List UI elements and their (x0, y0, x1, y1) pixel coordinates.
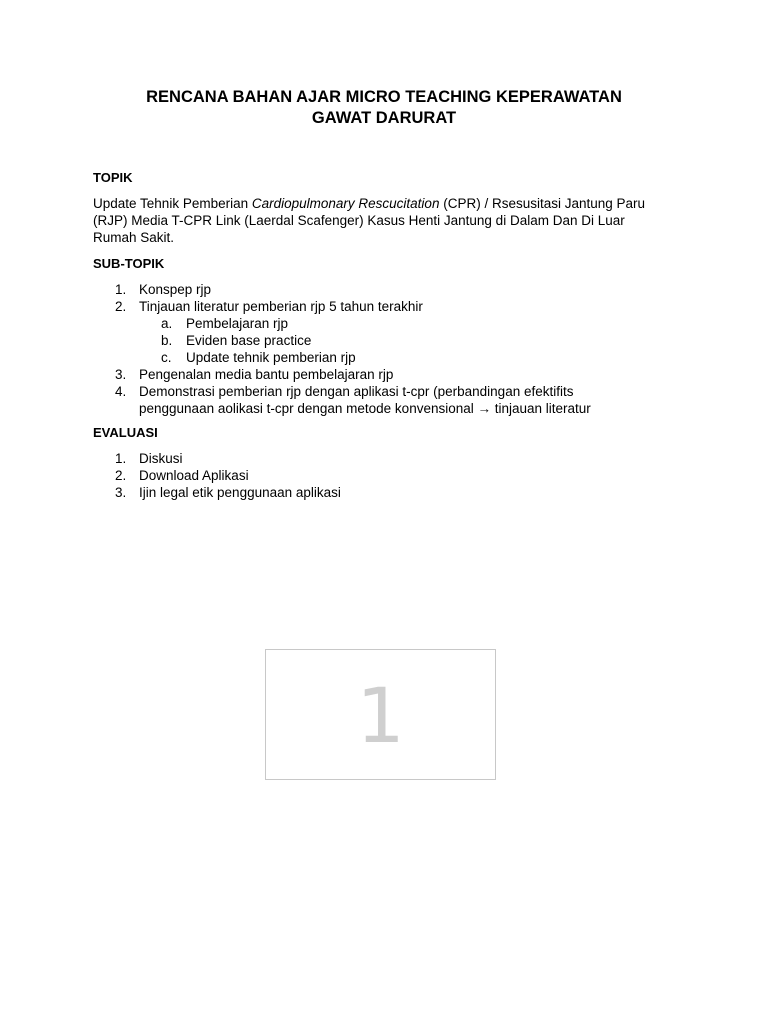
topik-line-1 (93, 195, 693, 212)
list-item-text: Download Aplikasi (139, 468, 249, 483)
list-item-text: Pengenalan media bantu pembelajaran rjp (139, 367, 394, 382)
sub-list-item-text: Eviden base practice (186, 333, 312, 348)
list-item-text: Demonstrasi pemberian rjp dengan aplikasi t-cpr (perbandingan efektifits (139, 384, 574, 399)
list-item (93, 484, 693, 501)
list-number: 1. (115, 451, 127, 466)
list-item (93, 467, 693, 484)
list-item-text: Diskusi (139, 451, 183, 466)
list-number: 1. (115, 282, 127, 297)
title-line-2: GAWAT DARURAT (311, 109, 457, 127)
sub-list-item-text: Pembelajaran rjp (186, 316, 289, 331)
list-number: 3. (115, 485, 127, 500)
list-item (93, 383, 693, 417)
list-item-text: Ijin legal etik penggunaan aplikasi (139, 485, 341, 500)
sub-list-letter: b. (161, 333, 173, 348)
topik-text-start: Update Tehnik Pemberian (93, 196, 252, 211)
sub-list-item (93, 315, 693, 332)
topik-italic-term: Cardiopulmonary Rescucitation (251, 196, 440, 211)
list-number: 3. (115, 367, 127, 382)
list-number: 4. (115, 384, 127, 399)
sub-list-letter: c. (161, 350, 172, 365)
evaluasi-heading: EVALUASI (93, 425, 158, 440)
subtopik-list (93, 281, 693, 417)
title-line-1: RENCANA BAHAN AJAR MICRO TEACHING KEPERAWATAN (146, 88, 622, 106)
topik-paragraph (93, 195, 693, 246)
list-item-text: Konspep rjp (139, 282, 212, 297)
topik-heading: TOPIK (93, 170, 133, 185)
sub-list-item (93, 349, 693, 366)
topik-text-end: (CPR) / Rsesusitasi Jantung Paru (439, 196, 646, 211)
evaluasi-list (93, 450, 693, 501)
document-title (0, 87, 768, 129)
topik-line-2: (RJP) Media T-CPR Link (Laerdal Scafenger) Kasus Henti Jantung di Dalam Dan Di Luar (93, 213, 625, 228)
list-item (93, 366, 693, 383)
topik-line-3: Rumah Sakit. (93, 230, 175, 245)
list-item-text: Tinjauan literatur pemberian rjp 5 tahun terakhir (139, 299, 423, 314)
sub-list-item (93, 332, 693, 349)
page-thumbnail[interactable] (265, 649, 496, 780)
page-number: 1 (356, 671, 405, 760)
list-number: 2. (115, 468, 127, 483)
sub-list-letter: a. (161, 316, 173, 331)
list-item (93, 281, 693, 298)
sub-list-item-text: Update tehnik pemberian rjp (186, 350, 356, 365)
list-number: 2. (115, 299, 127, 314)
subtopik-heading: SUB-TOPIK (93, 256, 165, 271)
list-item-text-continued: penggunaan aolikasi t-cpr dengan metode konvensional → tinjauan literatur (139, 401, 591, 416)
list-item (93, 298, 693, 315)
list-item (93, 450, 693, 467)
